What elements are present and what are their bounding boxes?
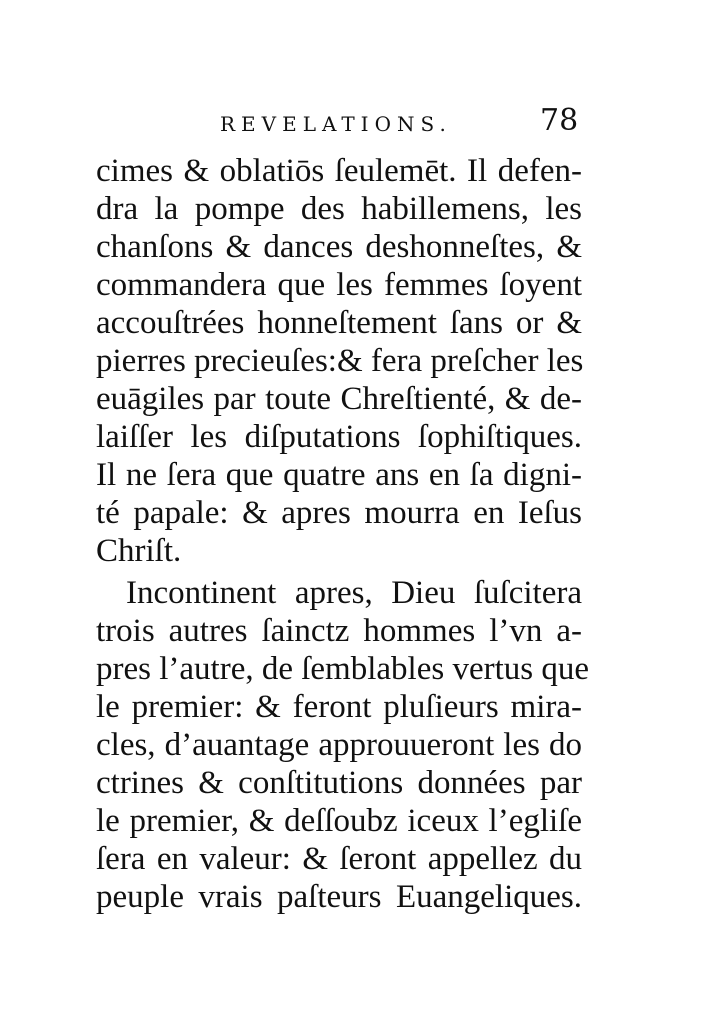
text-line: Incontinent apres, Dieu ſuſcitera	[126, 575, 582, 611]
text-line: dra la pompe des habillemens, les	[96, 191, 582, 227]
text-line: té papale: & apres mourra en Ieſus	[96, 495, 582, 531]
text-line: pierres precieuſes:& fera preſcher les	[96, 343, 584, 379]
text-line: Chriſt.	[96, 533, 182, 569]
text-line: trois autres ſainctz hommes l’vn a-	[96, 613, 582, 649]
text-line: peuple vrais paſteurs Euangeliques.	[96, 879, 582, 915]
running-title: REVELATIONS.	[220, 112, 452, 136]
text-line: euāgiles par toute Chreſtienté, & de-	[96, 381, 582, 417]
text-line: le premier, & deſſoubz iceux l’egliſe	[96, 803, 582, 839]
text-line: Il ne ſera que quatre ans en ſa digni-	[96, 457, 582, 493]
page-number: 78	[540, 103, 579, 138]
text-line: cles, d’auantage approuueront les do	[96, 727, 582, 763]
text-line: pres l’autre, de ſemblables vertus que	[96, 651, 589, 687]
text-line: chanſons & dances deshonneſtes, &	[96, 229, 582, 265]
text-line: ctrines & conſtitutions données par	[96, 765, 582, 801]
text-line: laiſſer les diſputations ſophiſtiques.	[96, 419, 582, 455]
text-line: commandera que les femmes ſoyent	[96, 267, 582, 303]
text-line: cimes & oblatiōs ſeulemēt. Il defen-	[96, 153, 582, 189]
text-line: le premier: & feront pluſieurs mira-	[96, 689, 582, 725]
text-line: ſera en valeur: & ſeront appellez du	[96, 841, 582, 877]
text-line: accouſtrées honneſtement ſans or &	[96, 305, 582, 341]
